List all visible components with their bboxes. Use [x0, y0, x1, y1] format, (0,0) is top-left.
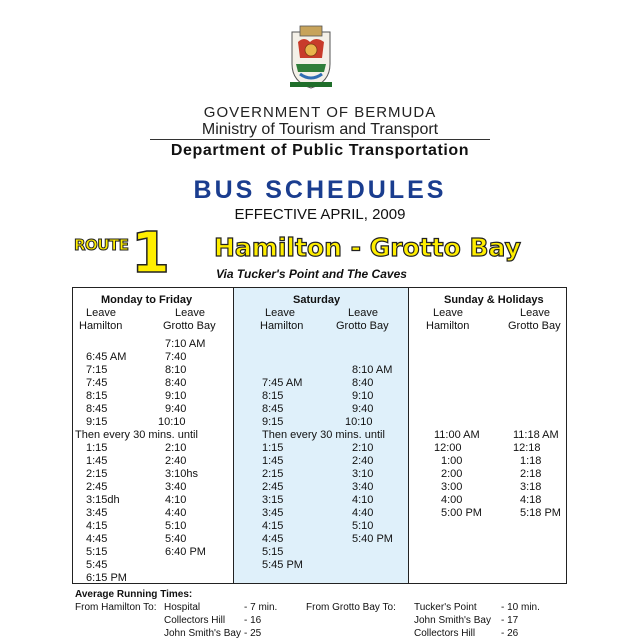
running-time: - 16: [244, 615, 262, 626]
weekday-hamilton-time: 2:15: [86, 468, 108, 480]
weekday-grotto-time: 5:40: [165, 533, 187, 545]
sunday-grotto-time: 5:18 PM: [520, 507, 561, 519]
weekday-hamilton-time: 5:45: [86, 559, 108, 571]
running-stop: John Smith's Bay: [164, 628, 241, 639]
weekday-place-b: Grotto Bay: [163, 320, 216, 332]
saturday-leave-a: Leave: [265, 307, 295, 319]
weekday-hamilton-time: 3:15dh: [86, 494, 120, 506]
weekday-hamilton-time: 8:15: [86, 390, 108, 402]
route-name: Hamilton - Grotto Bay: [214, 233, 521, 262]
sunday-place-b: Grotto Bay: [508, 320, 561, 332]
weekday-grotto-time: 3:40: [165, 481, 187, 493]
weekday-grotto-time: 9:40: [165, 403, 187, 415]
saturday-place-a: Hamilton: [260, 320, 304, 332]
weekday-grotto-time: 2:10: [165, 442, 187, 454]
saturday-hamilton-time: 5:15: [262, 546, 284, 558]
saturday-grotto-time: 3:40: [352, 481, 374, 493]
saturday-grotto-time: 5:40 PM: [352, 533, 393, 545]
sunday-hamilton-time: 12:00: [434, 442, 462, 454]
saturday-grotto-time: 4:40: [352, 507, 374, 519]
saturday-grotto-time: 5:10: [352, 520, 374, 532]
weekday-frequency-note: Then every 30 mins. until: [75, 429, 198, 441]
saturday-hamilton-time: 3:15: [262, 494, 284, 506]
weekday-grotto-time: 2:40: [165, 455, 187, 467]
running-time: - 7 min.: [244, 602, 278, 613]
saturday-frequency-note: Then every 30 mins. until: [262, 429, 385, 441]
sunday-hamilton-time: 11:00 AM: [434, 429, 480, 441]
running-time: - 26: [501, 628, 519, 639]
sunday-header: Sunday & Holidays: [444, 294, 544, 306]
weekday-hamilton-time: 4:45: [86, 533, 108, 545]
saturday-hamilton-time: 2:15: [262, 468, 284, 480]
weekday-grotto-time: 3:10hs: [165, 468, 199, 480]
sunday-hamilton-time: 5:00 PM: [441, 507, 482, 519]
running-stop: Hospital: [164, 602, 201, 613]
sunday-grotto-time: 3:18: [520, 481, 542, 493]
running-time: - 17: [501, 615, 519, 626]
saturday-grotto-time: 3:10: [352, 468, 374, 480]
running-times-title: Average Running Times:: [75, 589, 193, 600]
weekday-grotto-time: 8:10: [165, 364, 187, 376]
weekday-place-a: Hamilton: [79, 320, 123, 332]
running-time: - 10 min.: [501, 602, 540, 613]
saturday-grotto-time: 8:40: [352, 377, 374, 389]
weekday-hamilton-time: 2:45: [86, 481, 108, 493]
weekday-hamilton-time: 7:45: [86, 377, 108, 389]
sunday-hamilton-time: 1:00: [441, 455, 463, 467]
running-stop: Collectors Hill: [414, 628, 476, 639]
saturday-grotto-time: 9:40: [352, 403, 374, 415]
sunday-leave-b: Leave: [520, 307, 550, 319]
ministry-name: Ministry of Tourism and Transport: [201, 121, 439, 138]
saturday-place-b: Grotto Bay: [336, 320, 389, 332]
weekday-leave-a: Leave: [86, 307, 116, 319]
running-time: - 25: [244, 628, 262, 639]
saturday-hamilton-time: 2:45: [262, 481, 284, 493]
weekday-hamilton-time: 7:15: [86, 364, 108, 376]
weekday-hamilton-time: 4:15: [86, 520, 108, 532]
running-stop: Tucker's Point: [414, 602, 477, 613]
route-via: Via Tucker's Point and The Caves: [216, 267, 407, 281]
effective-date: EFFECTIVE APRIL, 2009: [234, 206, 406, 223]
sunday-grotto-time: 1:18: [520, 455, 542, 467]
weekday-grotto-time: 7:10 AM: [165, 338, 206, 350]
saturday-hamilton-time: 9:15: [262, 416, 284, 428]
saturday-grotto-time: 8:10 AM: [352, 364, 393, 376]
sunday-hamilton-time: 3:00: [441, 481, 463, 493]
saturday-hamilton-time: 4:45: [262, 533, 284, 545]
running-stop: Collectors Hill: [164, 615, 226, 626]
route-number: 1: [131, 221, 170, 286]
saturday-grotto-time: 9:10: [352, 390, 374, 402]
bermuda-coat-of-arms-icon: [286, 24, 336, 92]
running-stop: John Smith's Bay: [414, 615, 491, 626]
saturday-grotto-time: 2:40: [352, 455, 374, 467]
saturday-hamilton-time: 8:15: [262, 390, 284, 402]
weekday-grotto-time: 9:10: [165, 390, 187, 402]
weekday-grotto-time: 5:10: [165, 520, 187, 532]
saturday-hamilton-time: 3:45: [262, 507, 284, 519]
route-label: ROUTE: [74, 236, 129, 254]
weekday-grotto-time: 4:40: [165, 507, 187, 519]
sunday-place-a: Hamilton: [426, 320, 470, 332]
weekday-grotto-time: 7:40: [165, 351, 187, 363]
weekday-header: Monday to Friday: [101, 294, 193, 306]
weekday-hamilton-time: 5:15: [86, 546, 108, 558]
weekday-hamilton-time: 3:45: [86, 507, 108, 519]
from-grotto-label: From Grotto Bay To:: [306, 602, 396, 613]
saturday-hamilton-time: 5:45 PM: [262, 559, 303, 571]
saturday-grotto-time: 4:10: [352, 494, 374, 506]
weekday-hamilton-time: 9:15: [86, 416, 108, 428]
saturday-hamilton-time: 8:45: [262, 403, 284, 415]
sunday-grotto-time: 12:18: [513, 442, 541, 454]
saturday-hamilton-time: 7:45 AM: [262, 377, 303, 389]
weekday-grotto-time: 4:10: [165, 494, 187, 506]
from-hamilton-label: From Hamilton To:: [75, 602, 157, 613]
sunday-grotto-time: 4:18: [520, 494, 542, 506]
weekday-leave-b: Leave: [175, 307, 205, 319]
weekday-hamilton-time: 6:15 PM: [86, 572, 127, 584]
weekday-grotto-time: 8:40: [165, 377, 187, 389]
saturday-grotto-time: 10:10: [345, 416, 373, 428]
sunday-hamilton-time: 2:00: [441, 468, 463, 480]
weekday-hamilton-time: 8:45: [86, 403, 108, 415]
schedule-title: BUS SCHEDULES: [193, 176, 447, 204]
weekday-hamilton-time: 1:45: [86, 455, 108, 467]
weekday-hamilton-time: 6:45 AM: [86, 351, 127, 363]
header-divider: [150, 139, 490, 140]
sunday-hamilton-time: 4:00: [441, 494, 463, 506]
sunday-leave-a: Leave: [433, 307, 463, 319]
saturday-grotto-time: 2:10: [352, 442, 374, 454]
saturday-header: Saturday: [293, 294, 341, 306]
saturday-hamilton-time: 1:15: [262, 442, 284, 454]
saturday-hamilton-time: 1:45: [262, 455, 284, 467]
saturday-hamilton-time: 4:15: [262, 520, 284, 532]
saturday-leave-b: Leave: [348, 307, 378, 319]
weekday-hamilton-time: 1:15: [86, 442, 108, 454]
weekday-grotto-time: 6:40 PM: [165, 546, 206, 558]
government-name: GOVERNMENT OF BERMUDA: [203, 104, 437, 121]
weekday-grotto-time: 10:10: [158, 416, 186, 428]
sunday-grotto-time: 2:18: [520, 468, 542, 480]
department-name: Department of Public Transportation: [170, 142, 470, 159]
sunday-grotto-time: 11:18 AM: [513, 429, 559, 441]
